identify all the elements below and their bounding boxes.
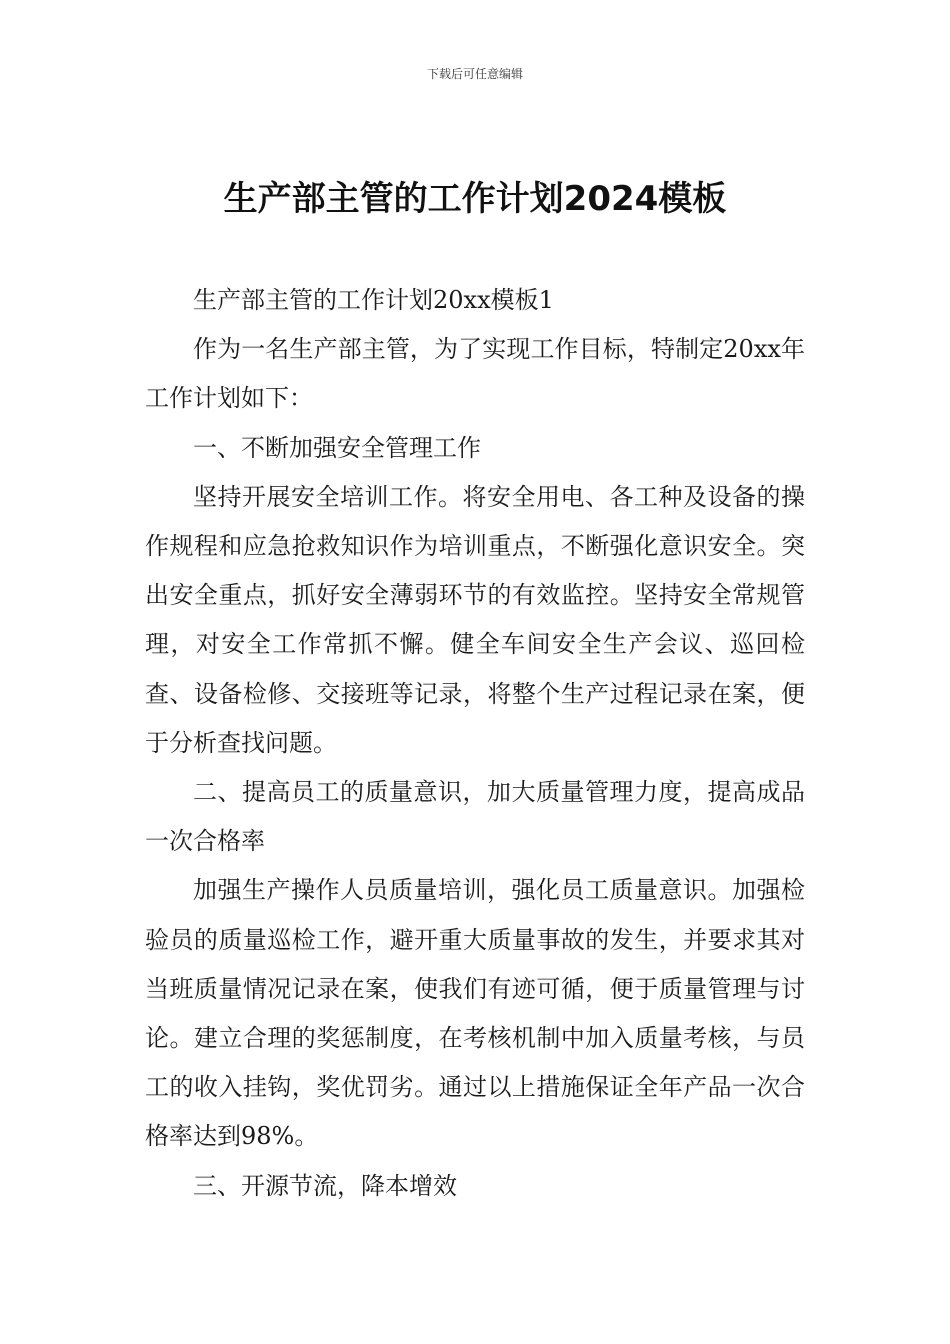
paragraph-quality: 加强生产操作人员质量培训，强化员工质量意识。加强检验员的质量巡检工作，避开重大质量事故的发生，并要求其对当班质量情况记录在案，使我们有迹可循，便于质量管理与讨论。建立合理的奖惩制度，在考核机制中加入质量考核，与员工的收入挂钩，奖优罚劣。通过以上措施保证全年产品一次合格率达到98%。 [145,876,805,1151]
section-heading-quality: 二、提高员工的质量意识，加大质量管理力度，提高成品一次合格率 [145,778,805,856]
document-body [145,276,805,1211]
section-heading-cost: 三、开源节流，降本增效 [193,1171,457,1200]
paragraph-subtitle: 生产部主管的工作计划20xx模板1 [193,286,554,314]
page-header-note: 下载后可任意编辑 [426,67,523,81]
paragraph-intro: 作为一名生产部主管，为了实现工作目标，特制定20xx年工作计划如下： [145,335,805,413]
paragraph-safety: 坚持开展安全培训工作。将安全用电、各工种及设备的操作规程和应急抢救知识作为培训重点，不断强化意识安全。突出安全重点，抓好安全薄弱环节的有效监控。坚持安全常规管理，对安全工作常抓不懈。健全车间安全生产会议、巡回检查、设备检修、交接班等记录，将整个生产过程记录在案，便于分析查找问题。 [145,482,805,757]
document-title: 生产部主管的工作计划2024模板 [223,179,727,219]
section-heading-safety: 一、不断加强安全管理工作 [193,433,481,462]
